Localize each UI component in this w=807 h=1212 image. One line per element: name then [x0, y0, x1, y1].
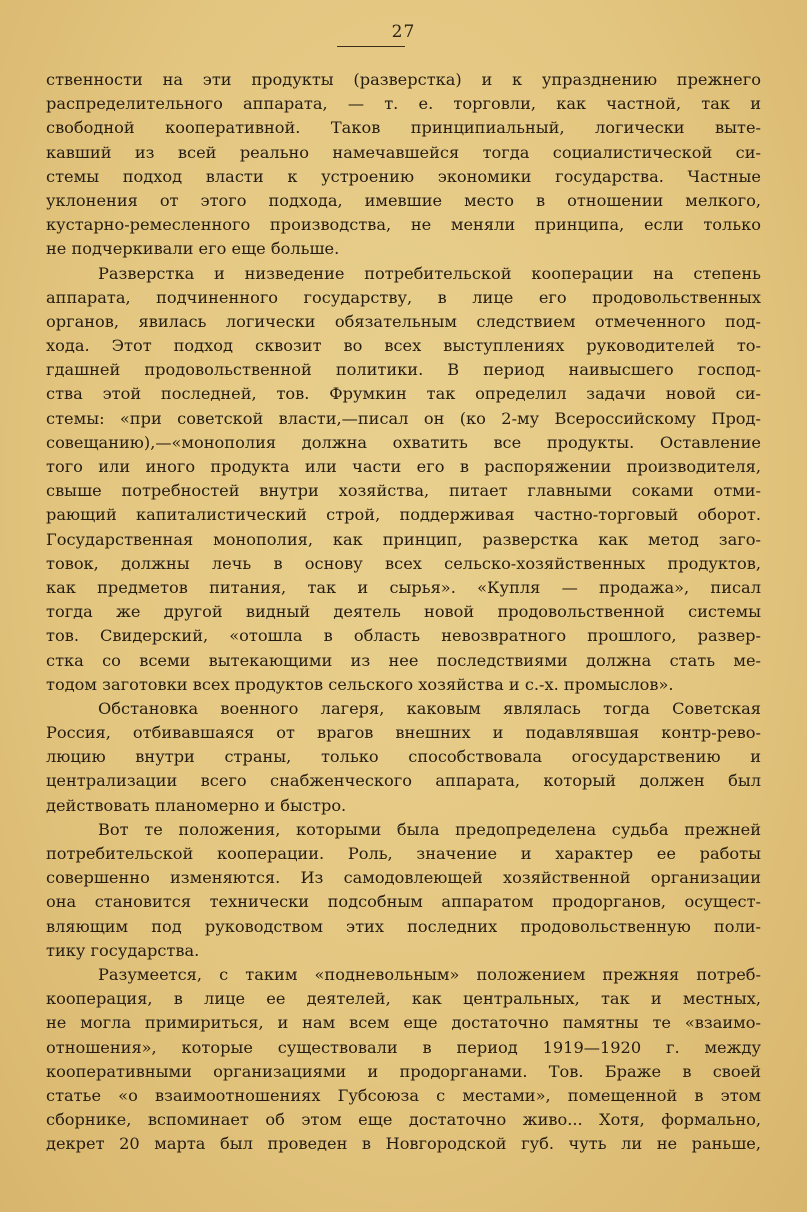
- text-line: Вот те положения, которыми была предопределена судьба прежней: [98, 819, 761, 839]
- text-line: централизации всего снабженческого аппарата, который должен был: [46, 771, 761, 791]
- text-line: тодом заготовки всех продуктов сельского хозяйства и с.-х. промыслов».: [46, 674, 674, 694]
- text-line: тов. Свидерский, «отошла в область невозвратного прошлого, развер-: [46, 626, 761, 646]
- text-line: тогда же другой видный деятель новой продовольственной системы: [46, 602, 761, 622]
- text-line: она становится технически подсобным аппаратом продорганов, осущест-: [46, 892, 761, 912]
- text-line: хода. Этот подход сквозит во всех выступлениях руководителей то-: [46, 336, 761, 356]
- text-line: тику государства.: [46, 940, 200, 960]
- text-line: свободной кооперативной. Таков принципиальный, логически выте-: [46, 118, 761, 138]
- page-number-rule: [337, 46, 405, 47]
- text-line: аппарата, подчиненного государству, в лице его продовольственных: [46, 287, 761, 307]
- text-line: совершенно изменяются. Из самодовлеющей хозяйственной организации: [46, 868, 761, 888]
- text-line: как предметов питания, так и сырья». «Купля — продажа», писал: [46, 577, 761, 597]
- text-line: кооперация, в лице ее деятелей, как центральных, так и местных,: [46, 989, 761, 1009]
- text-line: люцию внутри страны, только способствовала огосударствению и: [46, 747, 761, 767]
- text-line: Государственная монополия, как принцип, разверстка как метод заго-: [46, 529, 761, 549]
- text-line: кустарно-ремесленного производства, не меняли принципа, если только: [46, 215, 761, 235]
- text-line: действовать планомерно и быстро.: [46, 795, 347, 815]
- text-line: стка со всеми вытекающими из нее последствиями должна стать ме-: [46, 650, 761, 670]
- body-text: [46, 68, 761, 1156]
- text-line: отношения», которые существовали в период 1919—1920 г. между: [46, 1037, 761, 1057]
- text-line: не подчеркивали его еще больше.: [46, 239, 340, 259]
- text-line: органов, явилась логически обязательным следствием отмеченного под-: [46, 311, 761, 331]
- text-line: распределительного аппарата, — т. е. торговли, как частной, так и: [46, 94, 761, 114]
- text-line: не могла примириться, и нам всем еще достаточно памятны те «взаимо-: [46, 1013, 761, 1033]
- text-line: товок, должны лечь в основу всех сельско-хозяйственных продуктов,: [46, 553, 761, 573]
- text-line: совещанию),—«монополия должна охватить все продукты. Оставление: [46, 432, 761, 452]
- text-line: Разверстка и низведение потребительской кооперации на степень: [98, 263, 761, 283]
- page-number: 27: [391, 22, 416, 42]
- text-line: статье «о взаимоотношениях Губсоюза с местами», помещенной в этом: [46, 1085, 761, 1105]
- text-line: Обстановка военного лагеря, каковым являлась тогда Советская: [98, 698, 761, 718]
- text-line: того или иного продукта или части его в распоряжении производителя,: [46, 457, 761, 476]
- text-line: уклонения от этого подхода, имевшие место в отношении мелкого,: [46, 190, 761, 210]
- text-line: стемы подход власти к устроению экономики государства. Частные: [46, 166, 761, 186]
- text-line: гдашней продовольственной политики. В период наивысшего господ-: [46, 360, 761, 380]
- text-line: ственности на эти продукты (разверстка) и к упразднению прежнего: [46, 70, 761, 89]
- text-line: потребительской кооперации. Роль, значение и характер ее работы: [46, 844, 761, 863]
- text-line: рающий капиталистический строй, поддерживая частно-торговый оборот.: [46, 505, 761, 525]
- text-line: кооперативными организациями и продорганами. Тов. Браже в своей: [46, 1061, 761, 1081]
- text-line: Разумеется, с таким «подневольным» положением прежняя потреб-: [98, 964, 761, 984]
- text-line: сборнике, вспоминает об этом еще достаточно живо... Хотя, формально,: [46, 1110, 761, 1130]
- text-line: вляющим под руководством этих последних продовольственную поли-: [46, 916, 761, 936]
- text-line: декрет 20 марта был проведен в Новгородской губ. чуть ли не раньше,: [46, 1134, 761, 1154]
- text-line: стемы: «при советской власти,—писал он (ко 2-му Всероссийскому Прод-: [46, 408, 761, 428]
- text-line: ства этой последней, тов. Фрумкин так определил задачи новой си-: [46, 384, 761, 404]
- text-line: свыше потребностей внутри хозяйства, питает главными соками отми-: [46, 481, 761, 501]
- text-line: кавший из всей реально намечавшейся тогда социалистической си-: [46, 142, 761, 162]
- text-line: Россия, отбивавшаяся от врагов внешних и подавлявшая контр-рево-: [46, 723, 761, 743]
